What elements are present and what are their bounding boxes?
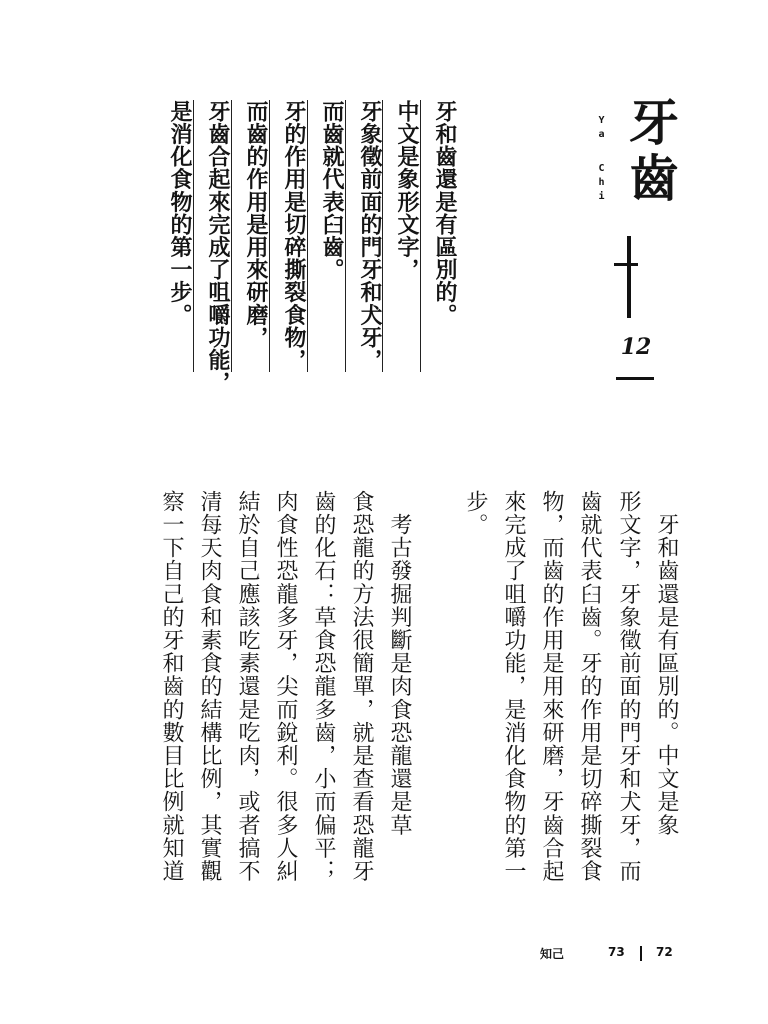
- prose-column-8: 考古發掘判斷是肉食恐龍還是草: [387, 490, 412, 837]
- prose-column-1: 牙和齒還是有區別的。中文是象: [654, 490, 679, 837]
- poem-line-8: 是消化食物的第一步。: [167, 100, 193, 326]
- romanization-ya: Ya: [596, 115, 607, 143]
- poem-rule: [420, 100, 421, 372]
- prose-column-6: 步。: [463, 490, 488, 537]
- romanization-chi: Chi: [596, 163, 607, 205]
- prose-column-2: 形文字，牙象徵前面的門牙和犬牙，而: [616, 490, 641, 883]
- prose-column-12: 結於自己應該吃素還是吃肉，或者搞不: [235, 490, 260, 883]
- running-book-title: 知己: [540, 947, 565, 961]
- prose-column-5: 來完成了咀嚼功能，是消化食物的第一: [501, 490, 526, 883]
- prose-column-9: 食恐龍的方法很簡單，就是查看恐龍牙: [349, 490, 374, 883]
- poem-rule: [193, 100, 194, 372]
- poem-line-7: 牙齒合起來完成了咀嚼功能，: [205, 100, 231, 394]
- prose-column-14: 察一下自己的牙和齒的數目比例就知道: [159, 490, 184, 883]
- poem-rule: [269, 100, 270, 372]
- poem-rule: [382, 100, 383, 372]
- prose-column-4: 物，而齒的作用是用來研磨，牙齒合起: [539, 490, 564, 883]
- chapter-title: 牙齒: [621, 96, 680, 208]
- poem-line-5: 牙的作用是切碎撕裂食物，: [281, 100, 307, 372]
- poem-rule: [345, 100, 346, 372]
- prose-column-3: 齒就代表臼齒。牙的作用是切碎撕裂食: [577, 490, 602, 883]
- poem-line-3: 牙象徵前面的門牙和犬牙，: [357, 100, 383, 372]
- poem-rule: [231, 100, 232, 372]
- title-rule-bottom: [616, 377, 654, 380]
- chapter-number: 12: [620, 334, 652, 360]
- poem-rule: [307, 100, 308, 372]
- poem-line-2: 中文是象形文字，: [394, 100, 420, 281]
- poem-line-4: 而齒就代表臼齒。: [319, 100, 345, 281]
- prose-column-11: 肉食性恐龍多牙，尖而銳利。很多人糾: [273, 490, 298, 883]
- poem-line-1: 牙和齒還是有區別的。: [432, 100, 458, 326]
- poem-line-6: 而齒的作用是用來研磨，: [243, 100, 269, 349]
- prose-column-10: 齒的化石：草食恐龍多齒，小而偏平；: [311, 490, 336, 883]
- page-number-left: 73: [608, 945, 625, 959]
- page-number-separator: [640, 946, 642, 961]
- title-rule-top: [614, 263, 638, 266]
- title-rule-vertical: [627, 236, 631, 318]
- page-number-right: 72: [656, 945, 673, 959]
- prose-column-13: 清每天肉食和素食的結構比例，其實觀: [197, 490, 222, 883]
